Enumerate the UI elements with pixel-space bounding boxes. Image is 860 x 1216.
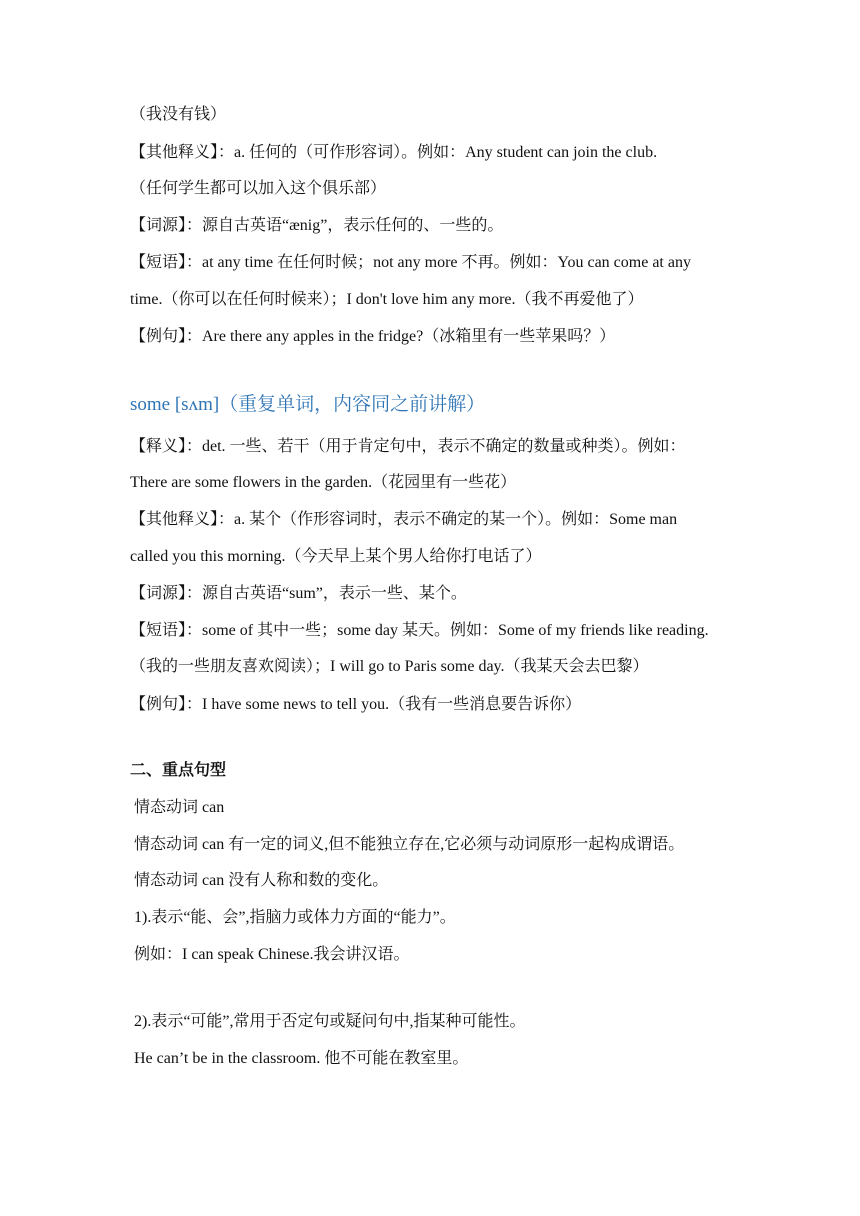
text-line: 【释义】：det. 一些、若干（用于肯定句中，表示不确定的数量或种类）。例如： (130, 438, 686, 455)
text-line: 【其他释义】：a. 任何的（可作形容词）。例如：Any student can join the club. (130, 144, 658, 161)
text-line: 【词源】：源自古英语“ænig”，表示任何的、一些的。 (130, 217, 504, 234)
text-line: 【词源】：源自古英语“sum”，表示一些、某个。 (130, 585, 467, 602)
text-line: 【其他释义】：a. 某个（作形容词时，表示不确定的某一个）。例如：Some man (130, 511, 678, 528)
text-line: （我没有钱） (130, 106, 227, 123)
text-line: 【例句】：I have some news to tell you.（我有一些消息要告诉你） (130, 696, 582, 713)
text-line: 1).表示“能、会”,指脑力或体力方面的“能力”。 (134, 909, 456, 926)
word-heading: some [sʌm]（重复单词，内容同之前讲解） (130, 394, 486, 415)
text-line: 情态动词 can 有一定的词义,但不能独立存在,它必须与动词原形一起构成谓语。 (134, 836, 685, 853)
text-line: （任何学生都可以加入这个俱乐部） (130, 180, 387, 197)
text-line: 【短语】：at any time 在任何时候；not any more 不再。例如：You can come at any (130, 254, 691, 271)
text-line: 情态动词 can (134, 799, 225, 816)
text-line: He can’t be in the classroom. 他不可能在教室里。 (134, 1050, 469, 1067)
text-line: 【短语】：some of 其中一些；some day 某天。例如：Some of my friends like reading. (130, 622, 709, 639)
text-line: 2).表示“可能”,常用于否定句或疑问句中,指某种可能性。 (134, 1013, 526, 1030)
text-line: （我的一些朋友喜欢阅读）；I will go to Paris some day.（我某天会去巴黎） (130, 658, 649, 675)
text-line: called you this morning.（今天早上某个男人给你打电话了） (130, 548, 542, 565)
text-line: 例如：I can speak Chinese.我会讲汉语。 (134, 946, 410, 963)
text-line: There are some flowers in the garden.（花园里有一些花） (130, 474, 517, 491)
section-title: 二、重点句型 (130, 762, 227, 779)
text-line: 情态动词 can 没有人称和数的变化。 (134, 872, 389, 889)
text-line: time.（你可以在任何时候来）；I don't love him any more.（我不再爱他了） (130, 291, 644, 308)
text-line: 【例句】：Are there any apples in the fridge?（冰箱里有一些苹果吗？） (130, 328, 616, 345)
